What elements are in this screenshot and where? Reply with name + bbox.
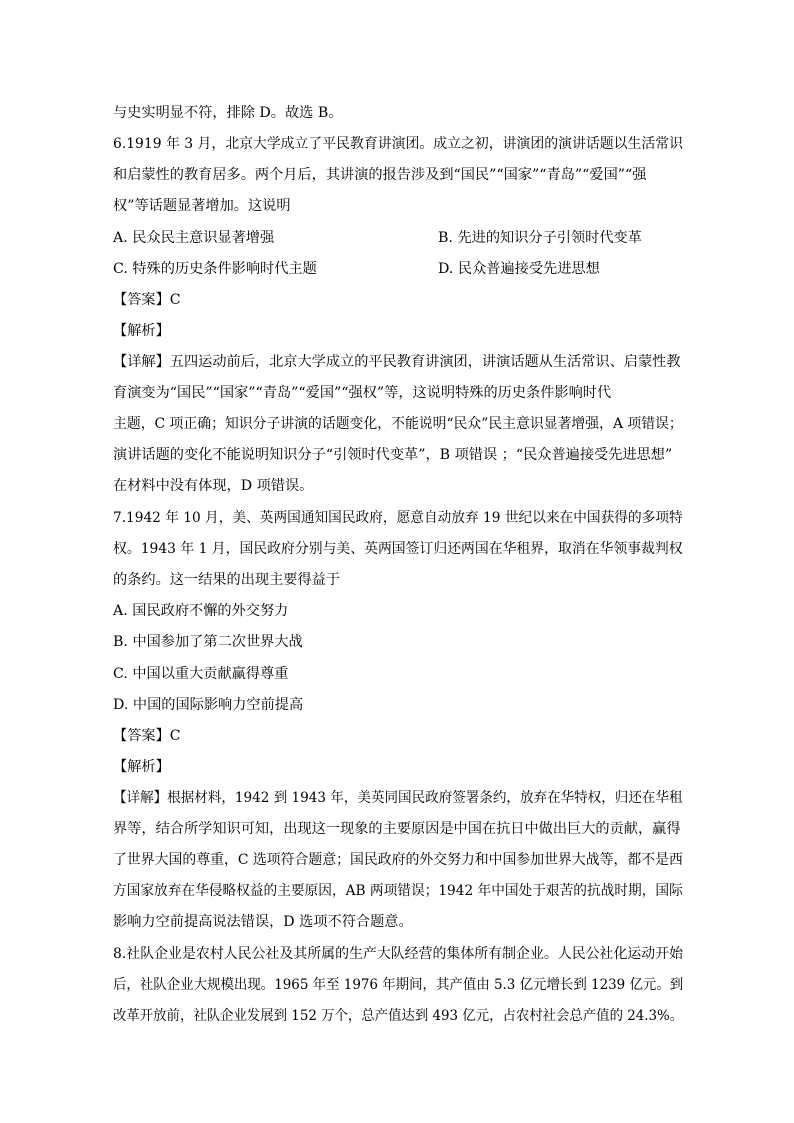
q6-option-b: B. 先进的知识分子引领时代变革 xyxy=(438,230,642,246)
q7-option-b: B. 中国参加了第二次世界大战 xyxy=(113,634,303,650)
q7-detail-line-2: 界等，结合所学知识可知，出现这一现象的主要原因是中国在抗日中做出巨大的贡献，赢得 xyxy=(113,821,681,837)
q6-detail-line-5: 在材料中没有体现，D 项错误。 xyxy=(113,478,314,494)
q8-stem-line-1: 8.社队企业是农村人民公社及其所属的生产大队经营的集体所有制企业。人民公社化运动开始 xyxy=(113,946,684,962)
q6-detail-line-2: 育演变为“国民”“国家”“青岛”“爱国”“强权”等，这说明特殊的历史条件影响时代 xyxy=(113,385,612,401)
q7-stem-line-2: 权。1943 年 1 月，国民政府分别与美、英两国签订归还两国在华租界，取消在华领事裁判权 xyxy=(113,541,683,557)
q7-detail-line-5: 影响力空前提高说法错误，D 选项不符合题意。 xyxy=(113,914,413,930)
q6-option-d: D. 民众普遍接受先进思想 xyxy=(438,261,600,277)
q7-detail-line-3: 了世界大国的尊重，C 选项符合题意；国民政府的外交努力和中国参加世界大战等，都不是西 xyxy=(113,852,683,868)
previous-answer-tail: 与史实明显不符，排除 D。故选 B。 xyxy=(113,105,343,121)
q6-stem-line-2: 和启蒙性的教育居多。两个月后，其讲演的报告涉及到“国民”“国家”“青岛”“爱国”“强 xyxy=(113,167,647,183)
q6-stem-line-1: 6.1919 年 3 月，北京大学成立了平民教育讲演团。成立之初，讲演团的演讲话题以生活常识 xyxy=(113,136,683,152)
q7-detail-line-1: 【详解】根据材料，1942 到 1943 年，美英同国民政府签署条约，放弃在华特权，归还在华租 xyxy=(113,790,683,806)
q6-stem-line-3: 权”等话题显著增加。这说明 xyxy=(113,198,291,214)
q6-answer: 【答案】C xyxy=(113,292,181,308)
q7-analysis-label: 【解析】 xyxy=(113,759,170,775)
q6-detail-line-4: 演讲话题的变化不能说明知识分子“引领时代变革”，B 项错误 ；“民众普遍接受先进思想” xyxy=(113,447,673,463)
q7-stem-line-1: 7.1942 年 10 月，美、英两国通知国民政府，愿意自动放弃 19 世纪以来在中国获得的多项特 xyxy=(113,510,683,526)
q6-analysis-label: 【解析】 xyxy=(113,323,170,339)
q7-detail-line-4: 方国家放弃在华侵略权益的主要原因，AB 两项错误；1942 年中国处于艰苦的抗战时期，国际 xyxy=(113,883,683,899)
q7-option-c: C. 中国以重大贡献赢得尊重 xyxy=(113,666,289,682)
q6-detail-line-3: 主题，C 项正确；知识分子讲演的话题变化，不能说明“民众”民主意识显著增强，A 项错误； xyxy=(113,416,683,432)
q7-answer: 【答案】C xyxy=(113,728,181,744)
q6-option-a: A. 民众民主意识显著增强 xyxy=(113,230,275,246)
q6-option-c: C. 特殊的历史条件影响时代主题 xyxy=(113,261,317,277)
q8-stem-line-2: 后，社队企业大规模出现。1965 年至 1976 年期间，其产值由 5.3 亿元增长到 1239 亿元。到 xyxy=(113,977,684,993)
q6-detail-line-1: 【详解】五四运动前后，北京大学成立的平民教育讲演团，讲演话题从生活常识、启蒙性教 xyxy=(113,354,681,370)
q8-stem-line-3: 改革开放前，社队企业发展到 152 万个，总产值达到 493 亿元，占农村社会总产值的 24.3%。 xyxy=(113,1008,684,1024)
q7-option-a: A. 国民政府不懈的外交努力 xyxy=(113,603,289,619)
q7-stem-line-3: 的条约。这一结果的出现主要得益于 xyxy=(113,572,341,588)
q7-option-d: D. 中国的国际影响力空前提高 xyxy=(113,697,304,713)
